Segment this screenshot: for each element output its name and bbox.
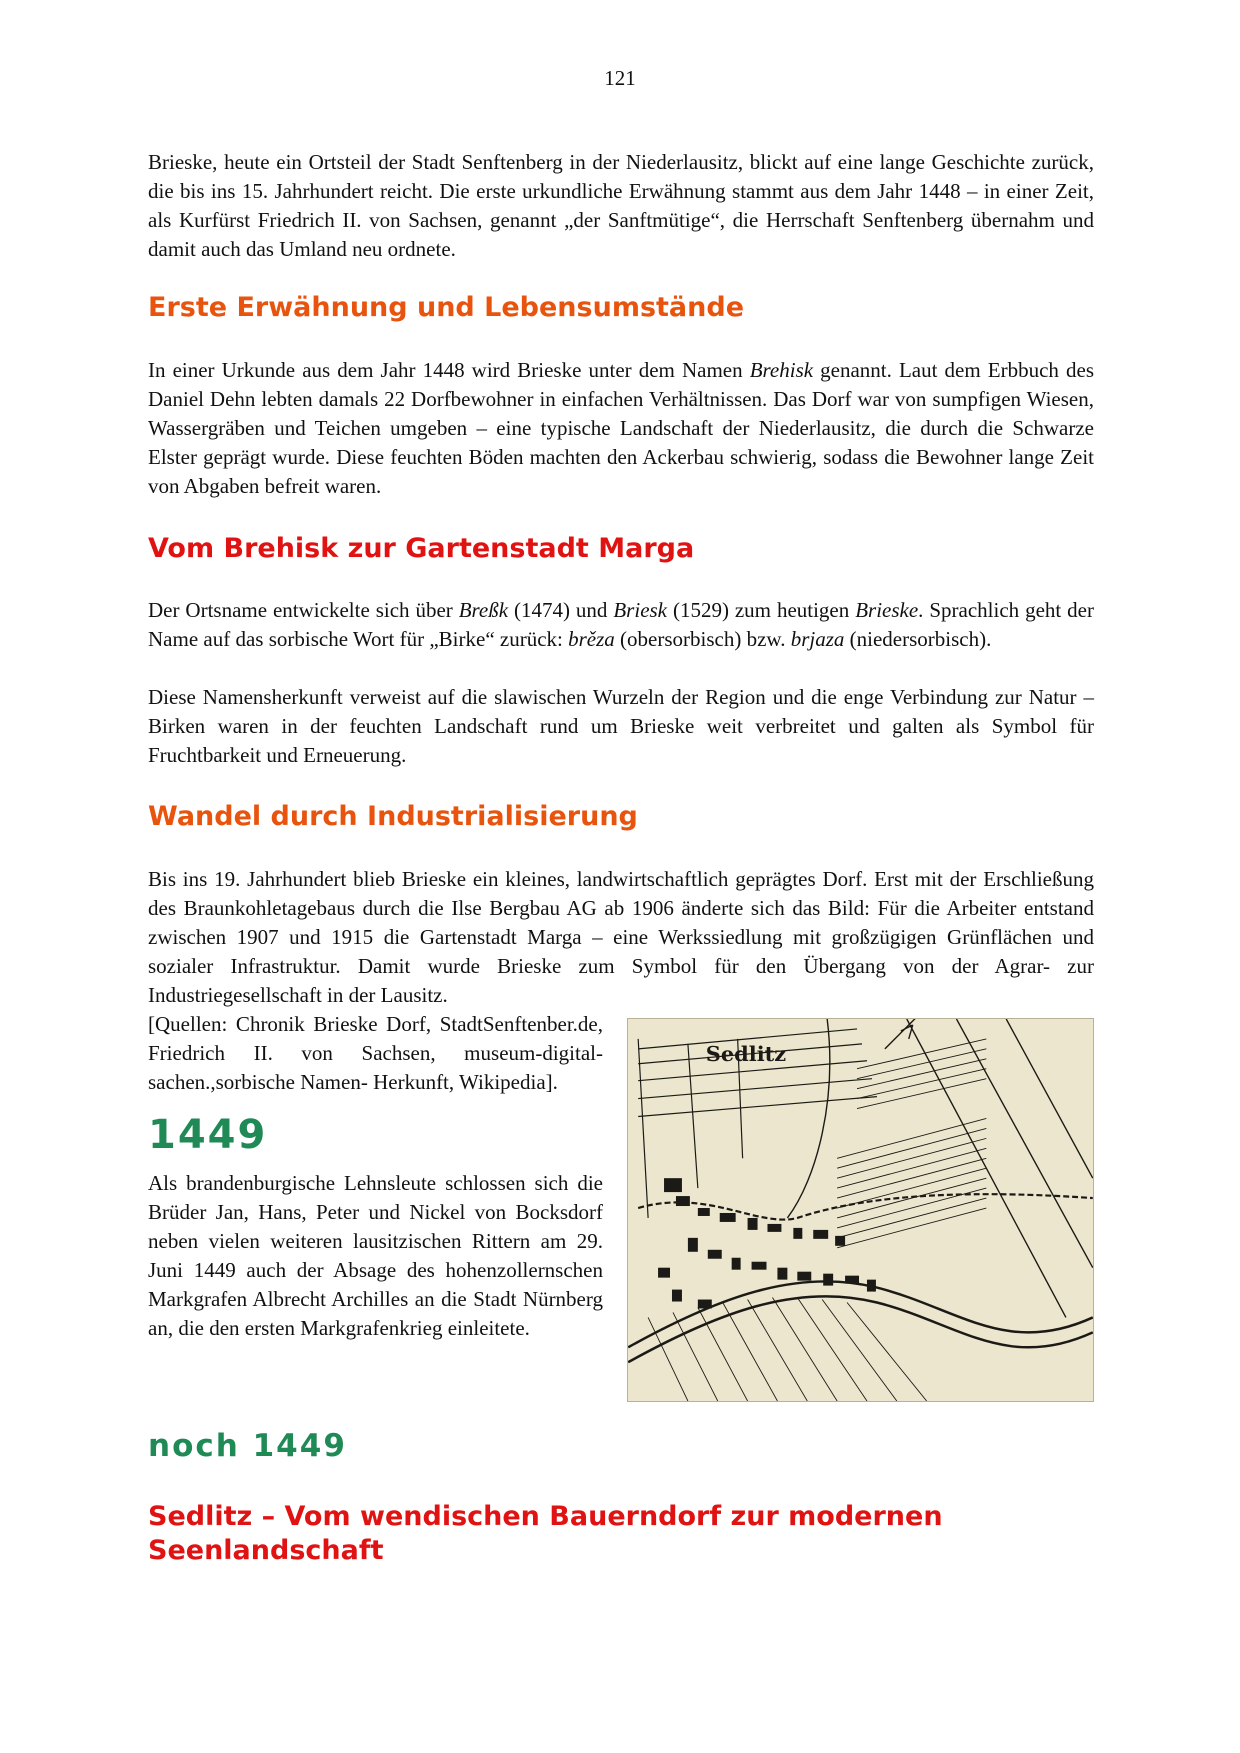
section2-paragraph-1	[148, 596, 1094, 654]
s2-text-e: (1529) zum heutigen	[667, 598, 856, 622]
section3-paragraph: Bis ins 19. Jahrhundert blieb Brieske ein kleines, landwirtschaftlich geprägtes Dorf. Erst mit der Erschließung des Braunkohletagebaus durch die Ilse Bergbau AG ab 1906 änderte sich das Bild: Für die Arbeiter entstand zwischen 1907 und 1915 die Gartenstadt Marga – eine Werkssiedlung mit großzügigen Grünflächen und sozialer Infrastruktur. Damit wurde Brieske zum Symbol für den Übergang von der Agrar- zur Industriegesellschaft in der Lausitz.	[148, 867, 1094, 1007]
s2-text-k: (niedersorbisch).	[844, 627, 992, 651]
heading-vom-brehisk: Vom Brehisk zur Gartenstadt Marga	[148, 533, 695, 564]
sources-paragraph: [Quellen: Chronik Brieske Dorf, StadtSenftenber.de, Friedrich II. von Sachsen, museum-digital-sachen.,sorbische Namen- Herkunft, Wikipedia].	[148, 1012, 603, 1094]
s2-text-a: Der Ortsname entwickelte sich über	[148, 598, 459, 622]
section1-text-b: genannt. Laut dem Erbbuch des Daniel Dehn lebten damals 22 Dorfbewohner in einfachen Verhältnissen. Das Dorf war von sumpfigen Wiesen, Wassergräben und Teichen umgeben – eine typische Landschaft der Niederlausitz, die durch die Schwarze Elster geprägt wurde. Diese feuchten Böden machten den Ackerbau schwierig, sodass die Bewohner lange Zeit von Abgaben befreit waren.	[148, 358, 1095, 498]
heading-erste-erwaehnung: Erste Erwähnung und Lebensumstände	[148, 292, 745, 323]
section1-name-brehisk: Brehisk	[749, 358, 814, 382]
intro-paragraph: Brieske, heute ein Ortsteil der Stadt Senftenberg in der Niederlausitz, blickt auf eine lange Geschichte zurück, die bis ins 15. Jahrhundert reicht. Die erste urkundliche Erwähnung stammt aus dem Jahr 1448 – in einer Zeit, als Kurfürst Friedrich II. von Sachsen, genannt „der Sanftmütige“, die Herrschaft Senftenberg übernahm und damit auch das Umland neu ordnete.	[148, 150, 1094, 261]
heading-sedlitz: Sedlitz – Vom wendischen Bauerndorf zur modernen Seenlandschaft	[148, 1501, 943, 1566]
s2-name-brieske: Brieske	[855, 598, 919, 622]
s2-text-g: . Sprachlich geht der Name auf das sorbische Wort für „Birke“ zurück:	[148, 598, 1094, 651]
noch-1449-title: noch 1449	[148, 1428, 347, 1464]
year-1449-title: 1449	[148, 1112, 268, 1158]
heading-industrialisierung: Wandel durch Industrialisierung	[148, 801, 638, 832]
s2-word-breza: brěza	[568, 627, 615, 651]
page-number: 121	[604, 66, 636, 90]
section1-text-a: In einer Urkunde aus dem Jahr 1448 wird Brieske unter dem Namen	[148, 358, 750, 382]
map-label-sedlitz: Sedlitz	[705, 1040, 787, 1066]
map-drawing	[628, 1019, 1093, 1401]
section1-paragraph	[148, 356, 1094, 501]
page-content	[148, 148, 1094, 1568]
s2-name-bressk: Breßk	[458, 598, 509, 622]
s2-word-brjaza: brjaza	[790, 627, 845, 651]
historic-map-sedlitz	[627, 1018, 1094, 1402]
s2-text-i: (obersorbisch) bzw.	[614, 627, 791, 651]
section2-paragraph-2: Diese Namensherkunft verweist auf die slawischen Wurzeln der Region und die enge Verbindung zur Natur – Birken waren in der feuchten Landschaft rund um Brieske weit verbreitet und galten als Symbol für Fruchtbarkeit und Erneuerung.	[148, 685, 1094, 767]
year-1449-paragraph: Als brandenburgische Lehnsleute schlossen sich die Brüder Jan, Hans, Peter und Nickel von Bocksdorf neben vielen weiteren lausitzischen Rittern am 29. Juni 1449 auch der Absage des hohenzollernschen Markgrafen Albrecht Archilles an die Stadt Nürnberg an, die den ersten Markgrafenkrieg einleitete.	[148, 1171, 603, 1340]
s2-name-briesk: Briesk	[613, 598, 668, 622]
s2-text-c: (1474) und	[508, 598, 614, 622]
